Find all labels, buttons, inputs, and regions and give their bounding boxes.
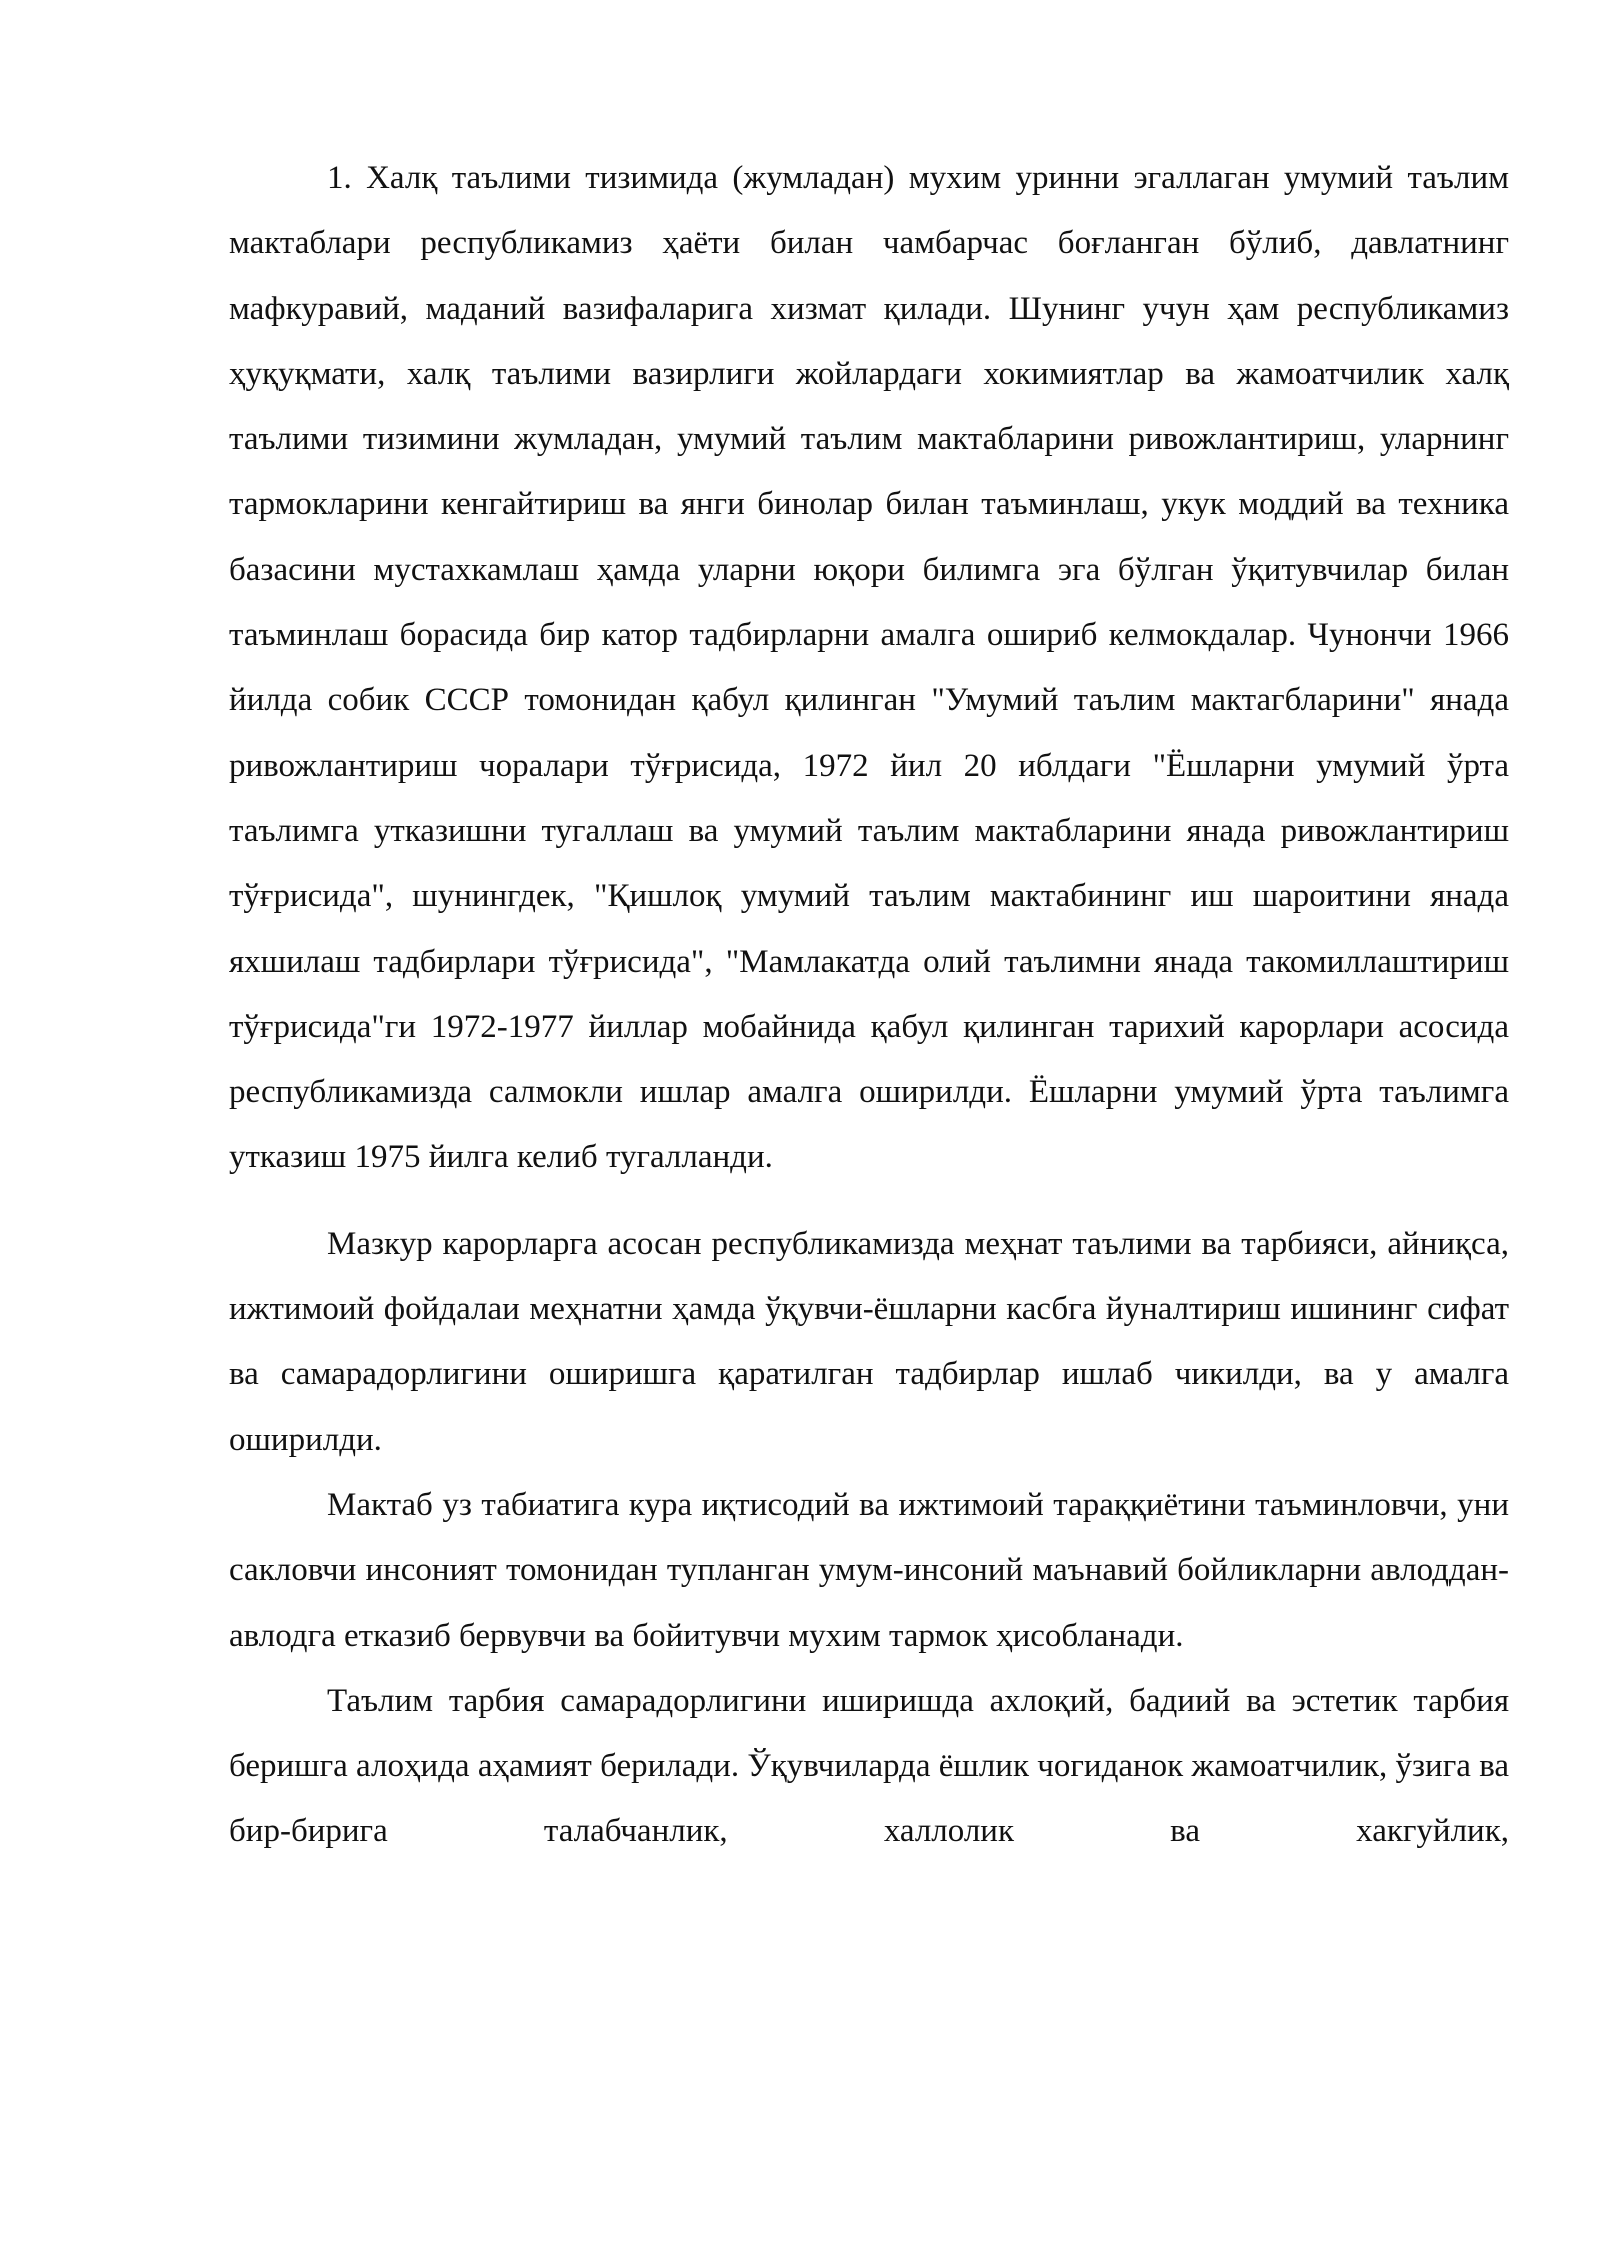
paragraph-3: Мактаб уз табиатига кура иқтисодий ва ижтимоий тараққиётини таъминловчи, уни сакловчи инсоният томонидан тупланган умум-инсоний маънавий бойликларни авлоддан-авлодга етказиб бервувчи ва бойитувчи мухим тармок ҳисобланади.	[229, 1486, 1509, 1654]
document-body	[229, 146, 1509, 1865]
paragraph-1: 1. Халқ таълими тизимида (жумладан) мухим уринни эгаллаган умумий таълим мактаблари республикамиз ҳаёти билан чамбарчас боғланган бўлиб, давлатнинг мафкуравий, маданий вазифаларига хизмат қилади. Шунинг учун ҳам республикамиз ҳуқуқмати, халқ таълими вазирлиги жойлардаги хокимиятлар ва жамоатчилик халқ таълими тизимини жумладан, умумий таълим мактабларини ривожлантириш, уларнинг тармокларини кенгайтириш ва янги бинолар билан таъминлаш, укук моддий ва техника базасини мустахкамлаш ҳамда уларни юқори билимга эга бўлган ўқитувчилар билан таъминлаш борасида бир катор тадбирларни амалга ошириб келмокдалар. Чунончи 1966 йилда собик СССР томонидан қабул қилинган "Умумий таълим мактагбларини" янада ривожлантириш чоралари тўғрисида, 1972 йил 20 иблдаги "Ёшларни умумий ўрта таълимга утказишни тугаллаш ва умумий таълим мактабларини янада ривожлантириш тўғрисида", шунингдек, "Қишлоқ умумий таълим мактабининг иш шароитини янада яхшилаш тадбирлари тўғрисида", "Мамлакатда олий таълимни янада такомиллаштириш тўғрисида"ги 1972-1977 йиллар мобайнида қабул қилинган тарихий карорлари асосида республикамизда салмокли ишлар амалга оширилди. Ёшларни умумий ўрта таълимга утказиш 1975 йилга келиб тугалланди.	[229, 160, 1509, 1176]
paragraph-2: Мазкур карорларга асосан республикамизда меҳнат таълими ва тарбияси, айниқса, ижтимоий фойдалаи меҳнатни ҳамда ўқувчи-ёшларни касбга йуналтириш ишининг сифат ва самарадорлигини оширишга қаратилган тадбирлар ишлаб чикилди, ва у амалга оширилди.	[229, 1225, 1509, 1458]
paragraph-4: Таълим тарбия самарадорлигини иширишда ахлоқий, бадиий ва эстетик тарбия беришга алоҳида аҳамият берилади. Ўқувчиларда ёшлик чогиданок жамоатчилик, ўзига ва бир-бирига талабчанлик, халлолик ва хакгуйлик,	[229, 1682, 1509, 1850]
